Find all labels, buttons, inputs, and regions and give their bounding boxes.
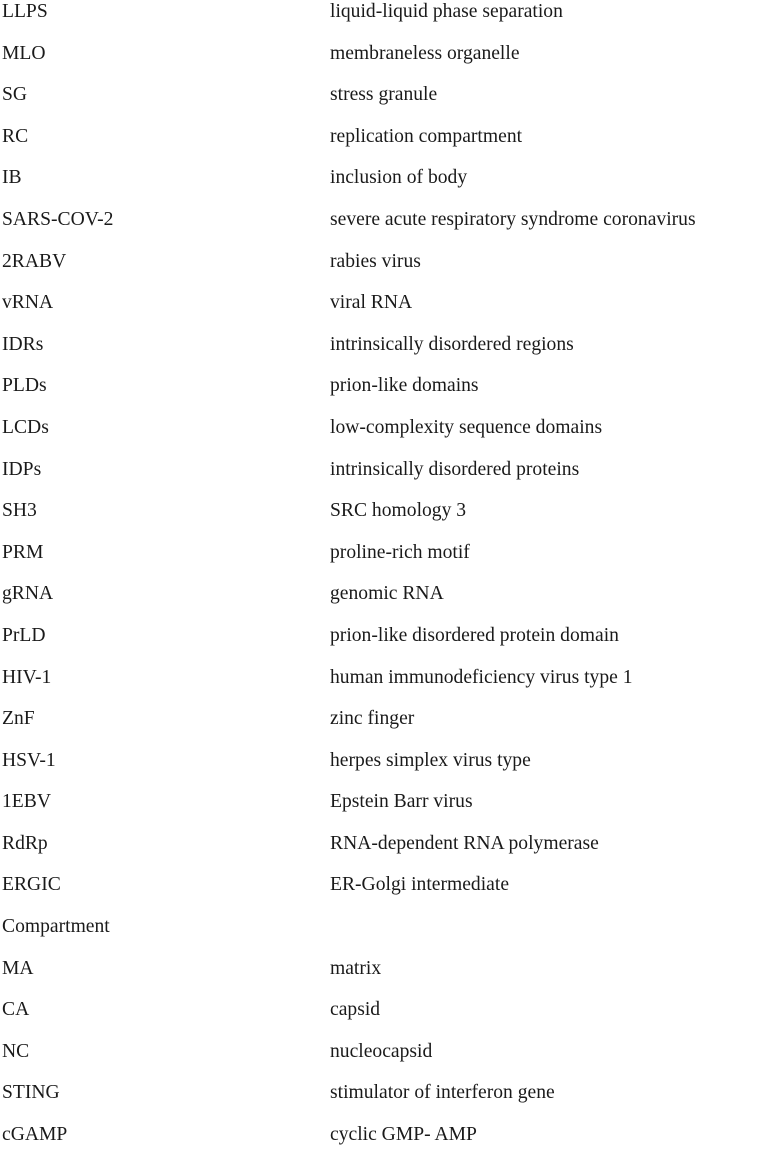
abbreviation-definition: severe acute respiratory syndrome coronavirus [330,208,696,230]
abbreviation-definition: membraneless organelle [330,42,520,64]
abbreviation-term: 1EBV [2,791,51,813]
abbreviation-definition: human immunodeficiency virus type 1 [330,666,633,688]
abbreviation-row [2,1040,772,1082]
abbreviation-term: PRM [2,541,44,563]
abbreviation-term: IB [2,167,22,189]
abbreviation-row [2,208,772,250]
abbreviation-row [2,125,772,167]
abbreviation-definition: RNA-dependent RNA polymerase [330,832,599,854]
abbreviation-definition: cyclic GMP- AMP [330,1124,477,1146]
abbreviation-definition: low-complexity sequence domains [330,416,603,438]
abbreviation-term: 2RABV [2,250,67,272]
abbreviation-definition: intrinsically disordered regions [330,333,574,355]
abbreviation-term: SARS-COV-2 [2,208,114,230]
abbreviation-row [2,83,772,125]
abbreviation-term: STING [2,1082,60,1104]
abbreviation-row [2,832,772,874]
abbreviation-term: SG [2,84,28,106]
abbreviation-row [2,915,772,957]
abbreviation-term: cGAMP [2,1124,68,1146]
abbreviation-definition: rabies virus [330,250,421,272]
abbreviation-term: Compartment [2,916,110,938]
abbreviation-row [2,541,772,583]
abbreviation-definition: prion-like domains [330,375,479,397]
abbreviation-definition: replication compartment [330,125,523,147]
abbreviation-term: LCDs [2,416,49,438]
abbreviation-row [2,790,772,832]
abbreviation-definition: capsid [330,999,381,1021]
abbreviation-definition: genomic RNA [330,583,444,605]
abbreviation-term: PLDs [2,375,47,397]
abbreviation-row [2,582,772,624]
abbreviation-definition: herpes simplex virus type [330,749,531,771]
abbreviation-term: RdRp [2,832,48,854]
abbreviation-row [2,1123,772,1165]
abbreviation-row [2,166,772,208]
abbreviation-row [2,957,772,999]
abbreviation-definition: liquid-liquid phase separation [330,1,563,22]
abbreviation-row [2,707,772,749]
abbreviation-row [2,458,772,500]
abbreviation-row [2,291,772,333]
abbreviation-term: ZnF [2,708,35,730]
abbreviation-term: SH3 [2,500,37,522]
abbreviation-term: vRNA [2,292,54,314]
abbreviation-definition: proline-rich motif [330,541,470,563]
abbreviation-definition: Epstein Barr virus [330,791,473,813]
abbreviation-definition: matrix [330,957,382,979]
abbreviation-term: gRNA [2,583,54,605]
abbreviation-term: PrLD [2,624,46,646]
abbreviation-definition: viral RNA [330,292,413,314]
abbreviation-row [2,998,772,1040]
abbreviation-list [2,0,772,1165]
abbreviation-definition: prion-like disordered protein domain [330,624,619,646]
abbreviation-row [2,374,772,416]
abbreviation-definition: zinc finger [330,708,415,730]
abbreviation-term: IDPs [2,458,42,480]
abbreviation-definition: stimulator of interferon gene [330,1082,555,1104]
abbreviation-definition: SRC homology 3 [330,500,467,522]
abbreviation-definition: nucleocapsid [330,1040,433,1062]
abbreviation-row [2,333,772,375]
abbreviation-row [2,42,772,84]
abbreviation-term: NC [2,1040,30,1062]
abbreviation-definition: ER-Golgi intermediate [330,874,510,896]
abbreviation-row [2,749,772,791]
abbreviation-term: CA [2,999,30,1021]
abbreviation-term: MA [2,957,34,979]
abbreviation-row [2,666,772,708]
abbreviation-row [2,0,772,42]
abbreviation-term: HIV-1 [2,666,52,688]
abbreviation-term: MLO [2,42,46,64]
abbreviation-definition: stress granule [330,84,438,106]
abbreviation-term: RC [2,125,29,147]
abbreviation-row [2,624,772,666]
abbreviation-row [2,416,772,458]
abbreviation-definition: intrinsically disordered proteins [330,458,580,480]
abbreviation-term: HSV-1 [2,749,56,771]
abbreviation-term: LLPS [2,1,48,22]
abbreviation-term: IDRs [2,333,44,355]
abbreviation-term: ERGIC [2,874,61,896]
abbreviation-definition: inclusion of body [330,167,468,189]
abbreviation-row [2,873,772,915]
abbreviation-row [2,499,772,541]
abbreviation-row [2,250,772,292]
abbreviation-row [2,1081,772,1123]
